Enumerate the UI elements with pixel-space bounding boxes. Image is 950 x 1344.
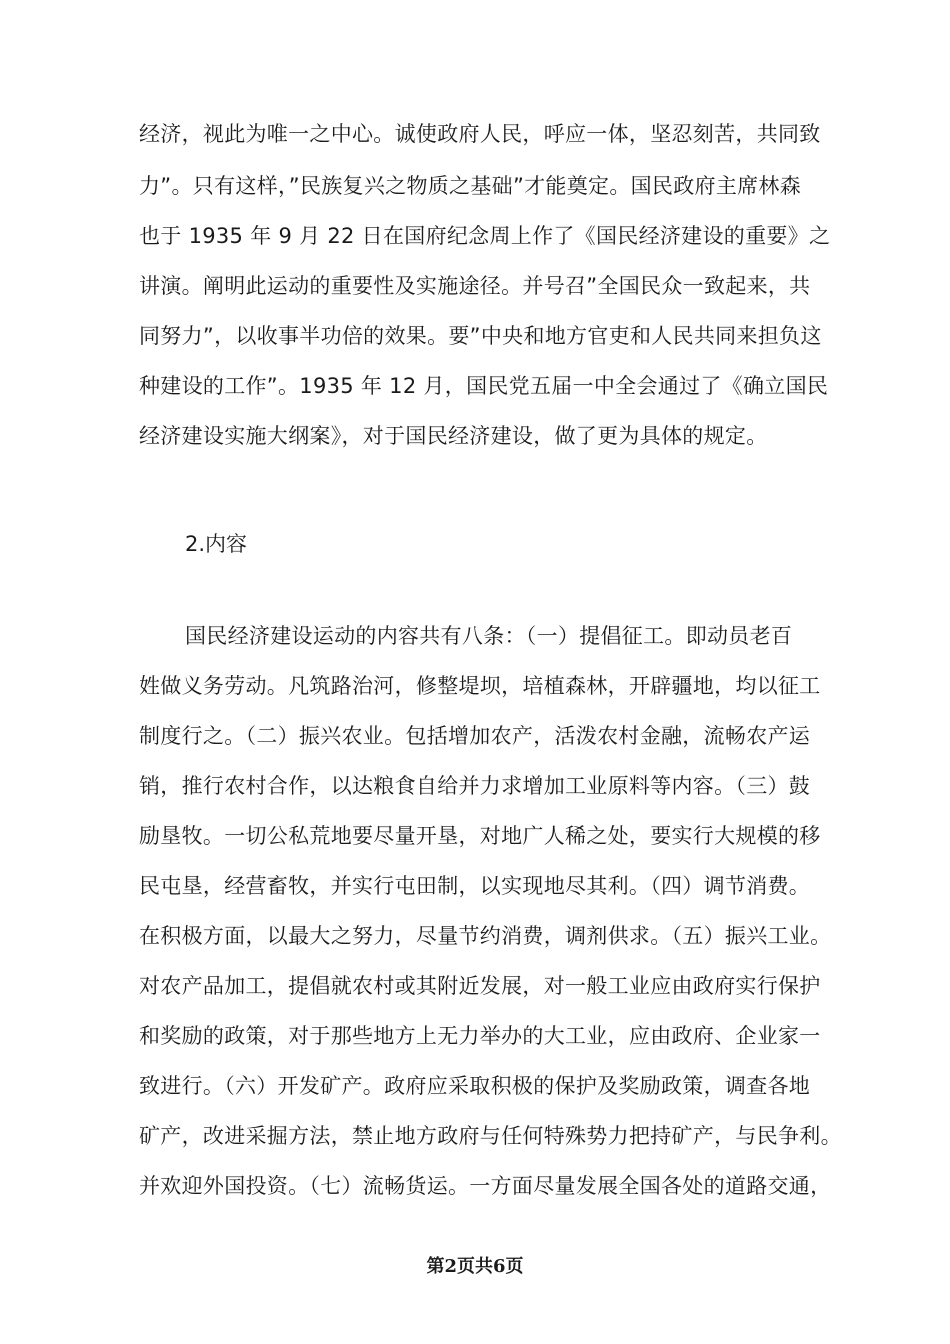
paragraph-2-line: 制度行之。（二）振兴农业。包括增加农产，活泼农村金融，流畅农产运: [139, 724, 811, 748]
paragraph-1-line: 讲演。阐明此运动的重要性及实施途径。并号召”全国民众一致起来，共: [139, 274, 811, 298]
paragraph-2-line: 矿产，改进采掘方法，禁止地方政府与任何特殊势力把持矿产，与民争利。: [139, 1124, 842, 1148]
paragraph-2-line: 民屯垦，经营畜牧，并实行屯田制，以实现地尽其利。（四）调节消费。: [139, 874, 811, 898]
page-number-footer: 第2页共6页: [426, 1256, 524, 1277]
paragraph-1-line: 力”。只有这样，”民族复兴之物质之基础”才能奠定。国民政府主席林森: [139, 174, 802, 198]
paragraph-1-line: 经济建设实施大纲案》，对于国民经济建设，做了更为具体的规定。: [139, 424, 768, 448]
paragraph-2-line: 在积极方面，以最大之努力，尽量节约消费，调剂供求。（五）振兴工业。: [139, 924, 832, 948]
paragraph-2-line: 对农产品加工，提倡就农村或其附近发展，对一般工业应由政府实行保护: [139, 974, 821, 998]
paragraph-2-line: 和奖励的政策，对于那些地方上无力举办的大工业，应由政府、企业家一: [139, 1024, 821, 1048]
paragraph-2-line: 并欢迎外国投资。（七）流畅货运。一方面尽量发展全国各处的道路交通，: [139, 1174, 832, 1198]
paragraph-1-line: 同努力”，以收事半功倍的效果。要”中央和地方官吏和人民共同来担负这: [139, 324, 822, 348]
paragraph-1-line: 种建设的工作”。1935 年 12 月，国民党五届一中全会通过了《确立国民: [139, 374, 829, 398]
paragraph-1-line: 也于 1935 年 9 月 22 日在国府纪念周上作了《国民经济建设的重要》之: [139, 224, 831, 248]
paragraph-2-line: 国民经济建设运动的内容共有八条：（一）提倡征工。即动员老百: [185, 624, 793, 648]
paragraph-1-line: 经济，视此为唯一之中心。诚使政府人民，呼应一体，坚忍刻苦，共同致: [139, 122, 821, 146]
paragraph-2-line: 致进行。（六）开发矿产。政府应采取积极的保护及奖励政策，调查各地: [139, 1074, 811, 1098]
paragraph-2-line: 励垦牧。一切公私荒地要尽量开垦，对地广人稀之处，要实行大规模的移: [139, 824, 821, 848]
paragraph-2-line: 姓做义务劳动。凡筑路治河，修整堤坝，培植森林，开辟疆地，均以征工: [139, 674, 821, 698]
paragraph-2-line: 销，推行农村合作，以达粮食自给并力求增加工业原料等内容。（三）鼓: [139, 774, 811, 798]
section-heading: 2.内容: [185, 532, 248, 556]
